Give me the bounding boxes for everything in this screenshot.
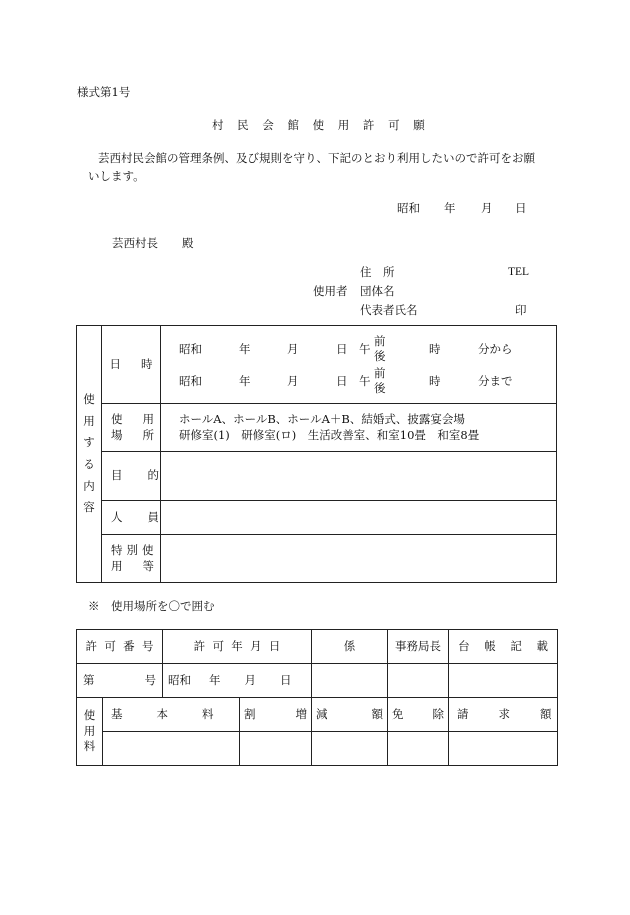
- place-value[interactable]: [161, 404, 557, 452]
- ledger-header: 台 帳 記 載: [449, 630, 558, 664]
- permit-number-header: 許 可 番 号: [77, 630, 163, 664]
- billed-amount-value[interactable]: [449, 732, 558, 766]
- office-chief-seal-cell[interactable]: [388, 664, 449, 698]
- permit-table: [76, 629, 558, 766]
- body-text-line-1: 芸西村民会館の管理条例、及び規則を守り、下記のとおり利用したいので許可をお願: [98, 151, 535, 165]
- permit-date-value[interactable]: 昭和 年 月 日: [163, 664, 312, 698]
- place-options-line-2: 研修室(1) 研修室(ロ) 生活改善室、和室10畳 和室8畳: [179, 427, 480, 442]
- exemption-value[interactable]: [388, 732, 449, 766]
- purpose-value[interactable]: [161, 452, 557, 501]
- date-era: 昭和: [397, 201, 420, 215]
- people-label: 人 員: [102, 501, 161, 535]
- place-options-line-1: ホールA、ホールB、ホールA＋B、結婚式、披露宴会場: [179, 411, 465, 426]
- form-number: 様式第1号: [77, 85, 131, 99]
- ledger-cell[interactable]: [449, 664, 558, 698]
- basic-fee-header: 基 本 料: [103, 698, 240, 732]
- purpose-label: 目 的: [102, 452, 161, 501]
- exemption-header: 免 除: [388, 698, 449, 732]
- addressee-name: 芸西村長: [112, 236, 158, 250]
- permit-number-value[interactable]: 第 号: [77, 664, 163, 698]
- applicant-representative-label: 代表者氏名: [360, 303, 418, 317]
- note: ※ 使用場所を〇で囲む: [88, 599, 215, 613]
- clerk-header: 係: [312, 630, 388, 664]
- fee-side-label: 使 用 料: [77, 698, 103, 766]
- date-day: 日: [515, 201, 527, 215]
- applicant-tel-label: TEL: [508, 266, 530, 278]
- people-value[interactable]: [161, 501, 557, 535]
- applicant-label: 使用者: [313, 284, 348, 298]
- surcharge-value[interactable]: [240, 732, 312, 766]
- place-label: 使 用 場 所: [102, 404, 161, 452]
- applicant-group-label: 団体名: [360, 284, 395, 298]
- permit-date-header: 許 可 年 月 日: [163, 630, 312, 664]
- billed-amount-header: 請 求 額: [449, 698, 558, 732]
- reduction-value[interactable]: [312, 732, 388, 766]
- page-title: 村 民 会 館 使 用 許 可 願: [212, 118, 426, 132]
- usage-side-label: 使 用 す る 内 容: [77, 326, 102, 583]
- clerk-seal-cell[interactable]: [312, 664, 388, 698]
- special-use-value[interactable]: [161, 535, 557, 583]
- body-text-line-2: いします。: [88, 169, 145, 183]
- date-month: 月: [481, 201, 493, 215]
- addressee-honorific: 殿: [182, 236, 194, 250]
- basic-fee-value[interactable]: [103, 732, 240, 766]
- usage-table: [76, 325, 557, 583]
- datetime-value[interactable]: 昭和 年 月 日 午 前 後 時 分から 昭和 年 月 日 午 前 後 時 分まで: [161, 326, 557, 404]
- special-use-label: 特 別 使 用 等: [102, 535, 161, 583]
- office-chief-header: 事務局長: [388, 630, 449, 664]
- surcharge-header: 割 増: [240, 698, 312, 732]
- datetime-label: 日 時: [102, 326, 161, 404]
- reduction-header: 減 額: [312, 698, 388, 732]
- date-year: 年: [444, 201, 456, 215]
- applicant-seal: 印: [515, 303, 527, 317]
- applicant-address-label: 住 所: [360, 265, 395, 279]
